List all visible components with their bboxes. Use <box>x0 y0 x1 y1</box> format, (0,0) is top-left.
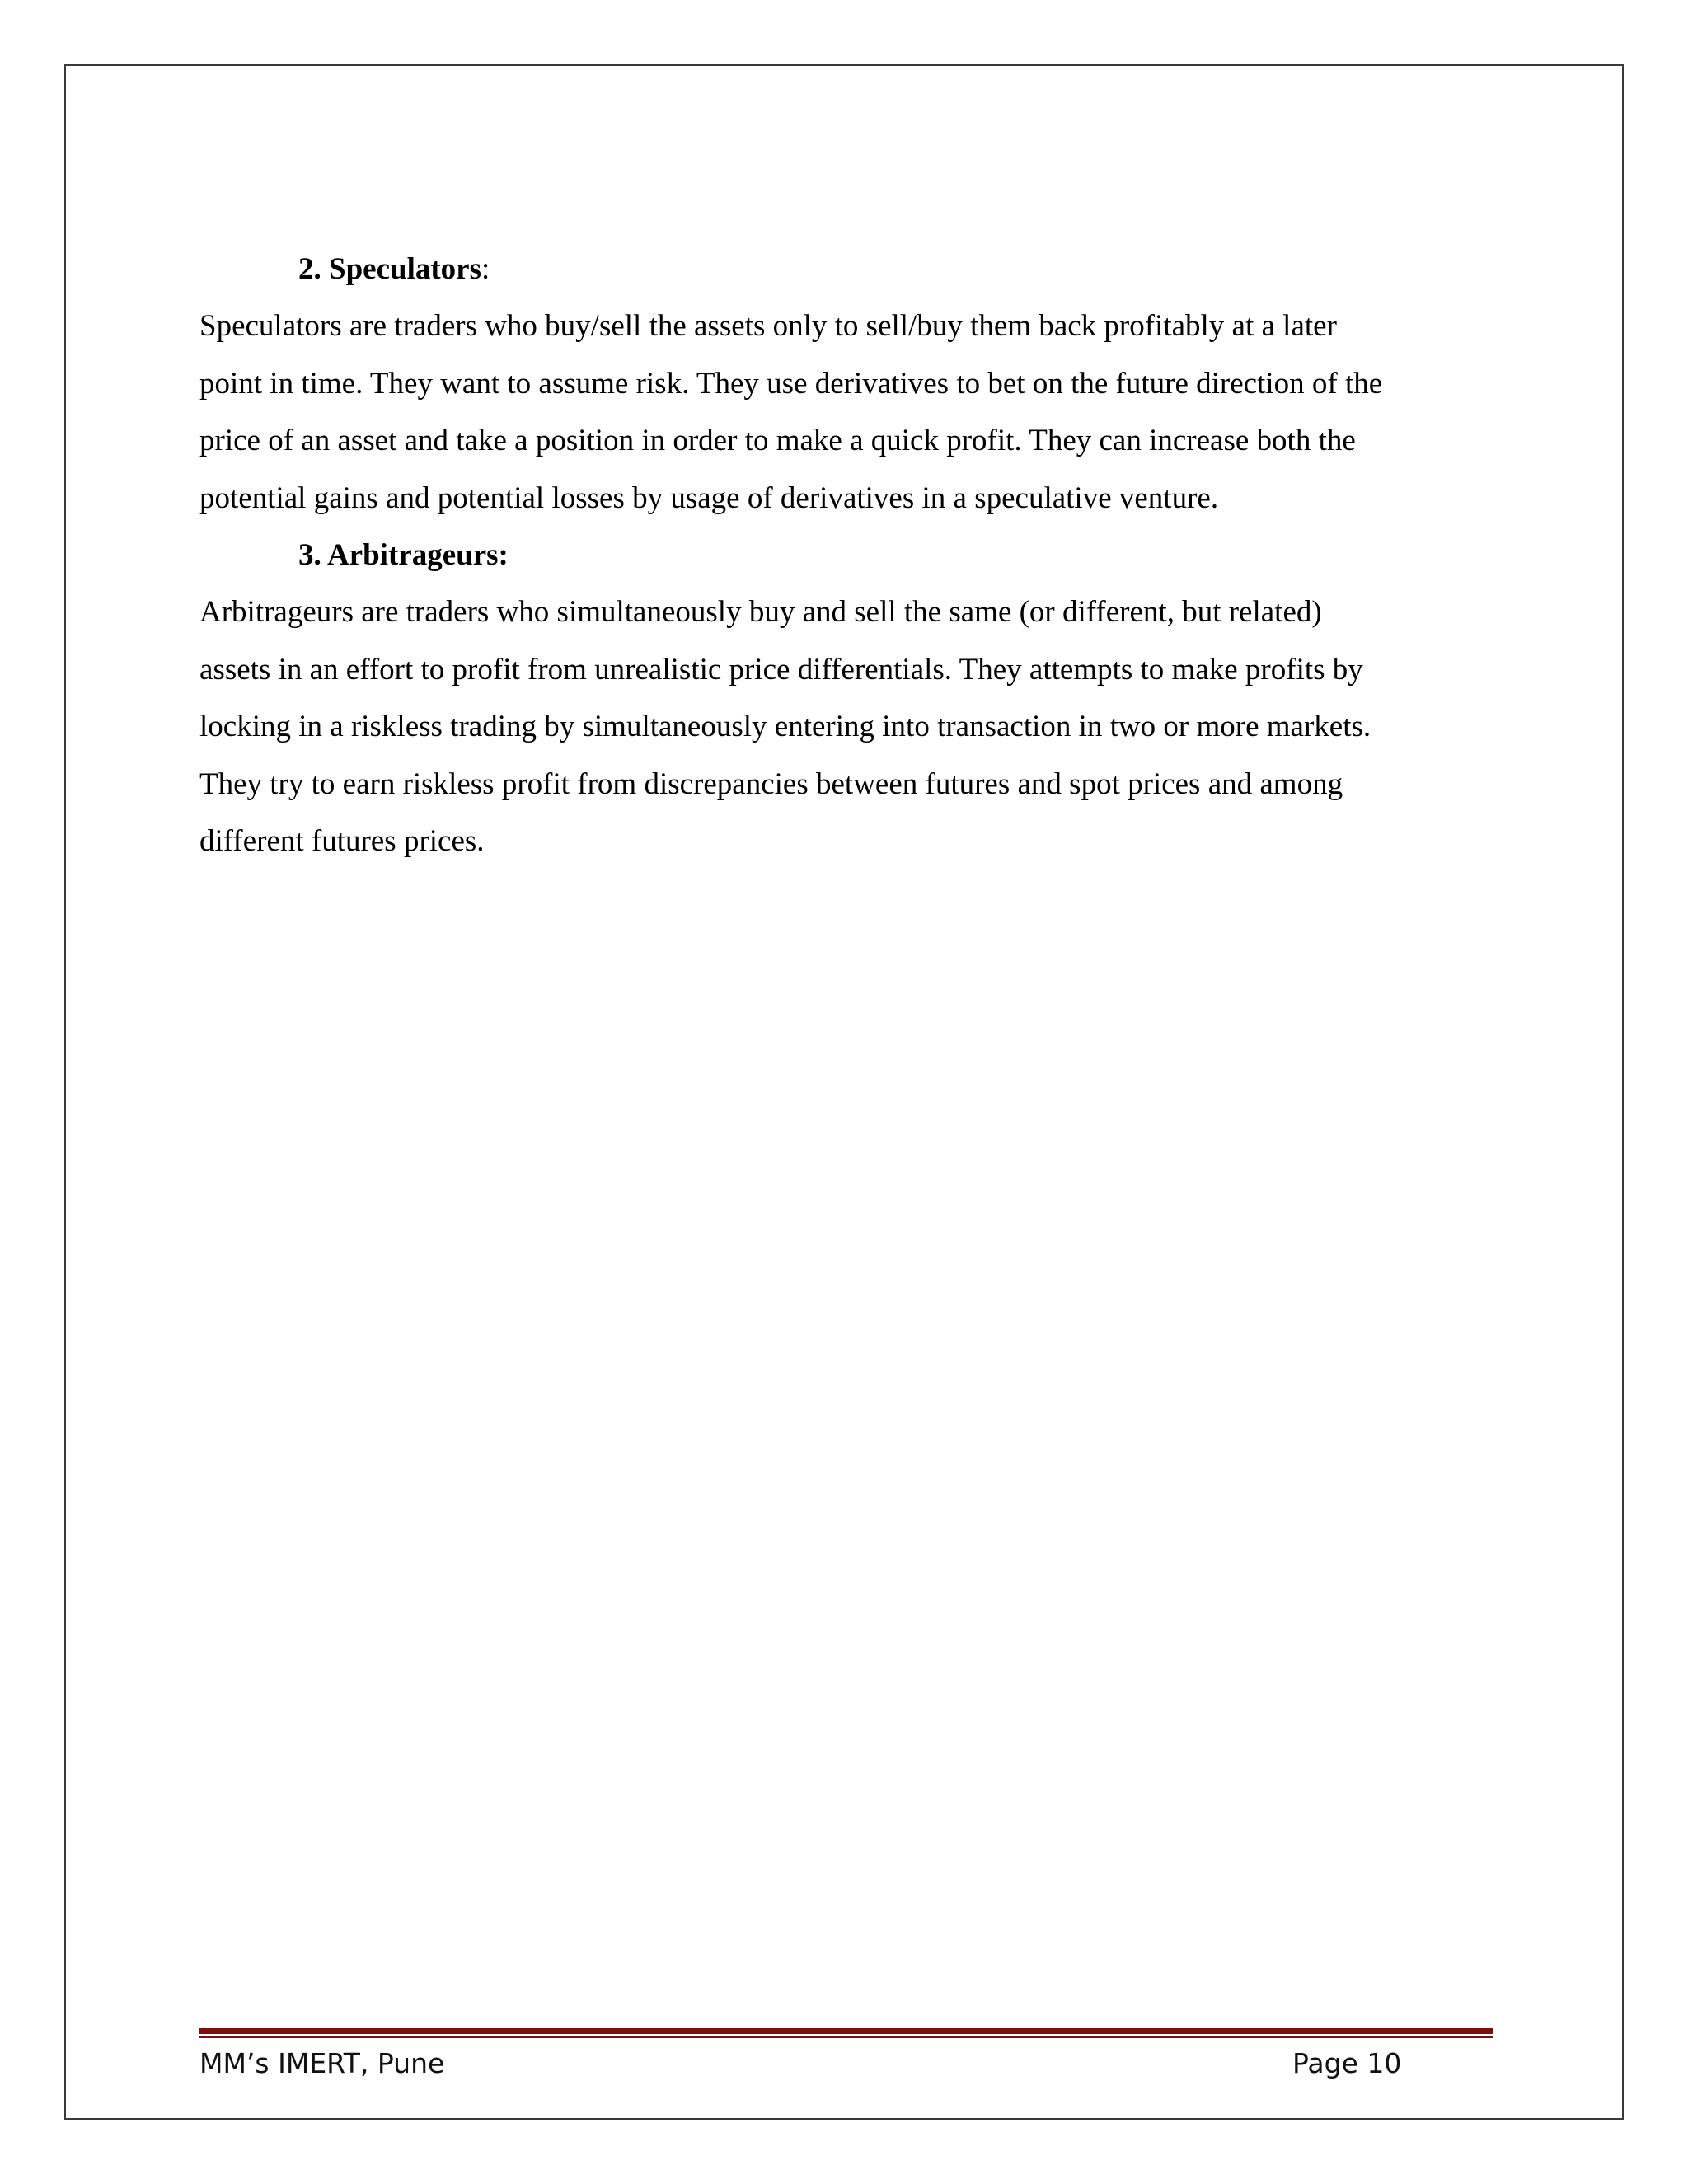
heading-text: 2. Speculators <box>298 252 481 286</box>
footer-rule-thick <box>199 2028 1493 2034</box>
paragraph-line: They try to earn riskless profit from discrepancies between futures and spot prices and among <box>199 766 1343 801</box>
paragraph-line: point in time. They want to assume risk. They use derivatives to bet on the future direction of the <box>199 366 1383 401</box>
paragraph-line: price of an asset and take a position in order to make a quick profit. They can increase both the <box>199 424 1356 458</box>
section-paragraph <box>199 298 1502 527</box>
section-heading <box>199 241 1502 298</box>
section-arbitrageurs <box>199 527 1502 869</box>
footer-page-number: Page 10 <box>1292 2047 1402 2079</box>
paragraph-line: Arbitrageurs are traders who simultaneously buy and sell the same (or different, but related) <box>199 595 1322 630</box>
document-body <box>199 241 1502 869</box>
section-paragraph <box>199 583 1502 869</box>
paragraph-line: Speculators are traders who buy/sell the assets only to sell/buy them back profitably at a later <box>199 309 1337 344</box>
paragraph-line: assets in an effort to profit from unrealistic price differentials. They attempts to make profits by <box>199 652 1363 687</box>
heading-colon: : <box>481 252 490 286</box>
footer-rule-thin <box>199 2036 1493 2038</box>
paragraph-line: different futures prices. <box>199 824 485 859</box>
section-heading <box>199 527 1502 583</box>
section-speculators <box>199 241 1502 527</box>
footer-institution: MM’s IMERT, Pune <box>199 2047 445 2079</box>
heading-text: 3. Arbitrageurs: <box>298 538 509 573</box>
paragraph-line: locking in a riskless trading by simultaneously entering into transaction in two or more markets. <box>199 710 1372 744</box>
paragraph-line: potential gains and potential losses by usage of derivatives in a speculative venture. <box>199 480 1219 515</box>
